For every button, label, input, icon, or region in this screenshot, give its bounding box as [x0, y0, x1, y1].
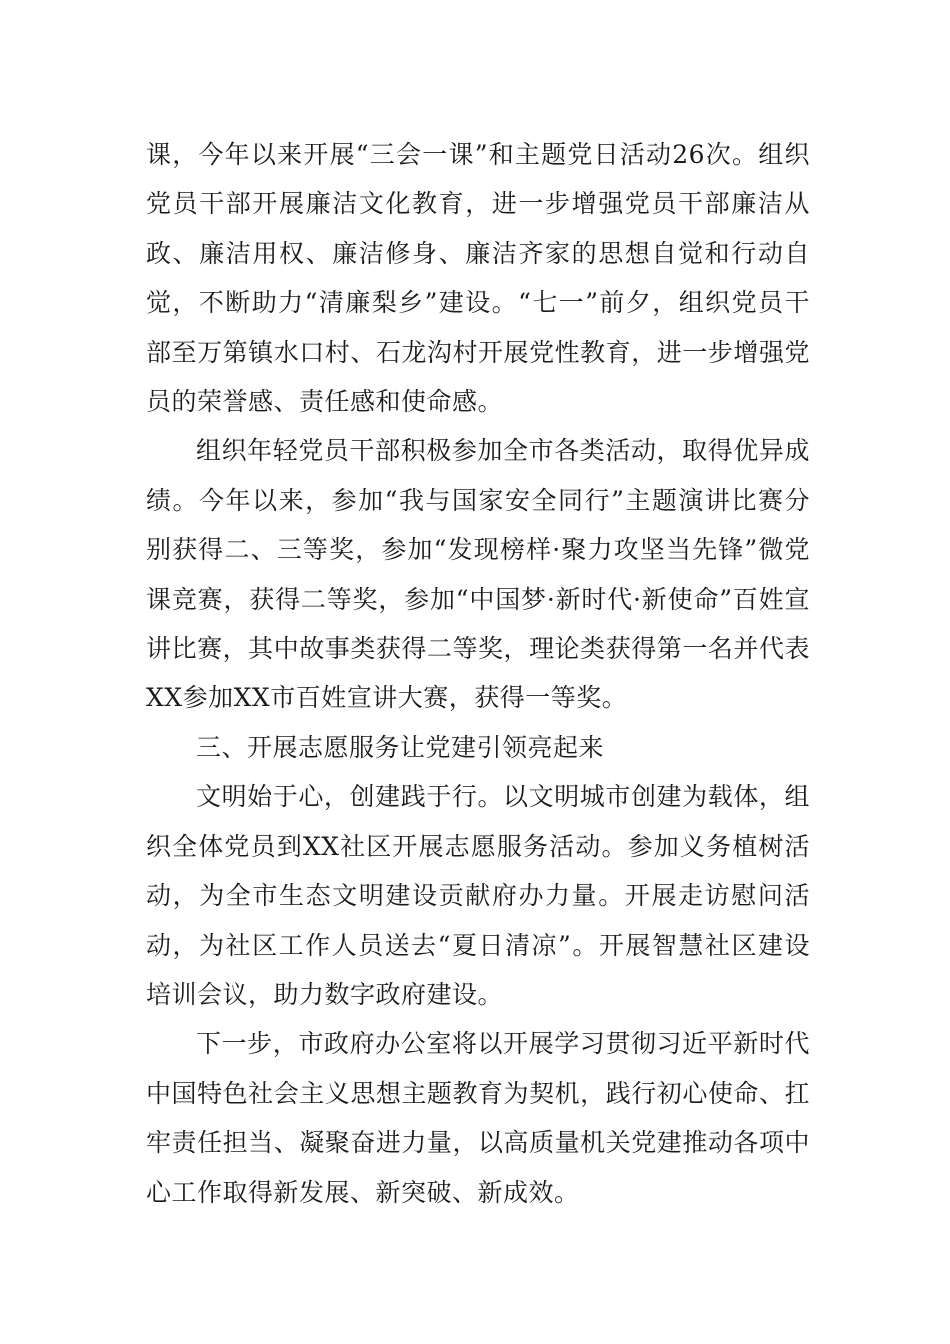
paragraph-youth-activities: 组织年轻党员干部积极参加全市各类活动，取得优异成绩。今年以来，参加“我与国家安全同行”主题演讲比赛分别获得二、三等奖，参加“发现榜样·聚力攻坚当先锋”微党课竞赛，获得二等奖，参加“中国梦·新时代·新使命”百姓宣讲比赛，其中故事类获得二等奖，理论类获得第一名并代表XX参加XX市百姓宣讲大赛，获得一等奖。 — [146, 436, 810, 713]
document-body — [146, 130, 810, 1217]
paragraph-next-steps: 下一步，市政府办公室将以开展学习贯彻习近平新时代中国特色社会主义思想主题教育为契机，践行初心使命、扛牢责任担当、凝聚奋进力量，以高质量机关党建推动各项中心工作取得新发展、新突破、新成效。 — [146, 1029, 810, 1207]
paragraph-continued: 课，今年以来开展“三会一课”和主题党日活动26次。组织党员干部开展廉洁文化教育，进一步增强党员干部廉洁从政、廉洁用权、廉洁修身、廉洁齐家的思想自觉和行动自觉，不断助力“清廉梨乡”建设。“七一”前夕，组织党员干部至万第镇水口村、石龙沟村开展党性教育，进一步增强党员的荣誉感、责任感和使命感。 — [146, 140, 810, 417]
paragraph-volunteer-service: 文明始于心，创建践于行。以文明城市创建为载体，组织全体党员到XX社区开展志愿服务活动。参加义务植树活动，为全市生态文明建设贡献府办力量。开展走访慰问活动，为社区工作人员送去“夏日清凉”。开展智慧社区建设培训会议，助力数字政府建设。 — [146, 782, 810, 1009]
section-heading-volunteer: 三、开展志愿服务让党建引领亮起来 — [196, 732, 605, 762]
